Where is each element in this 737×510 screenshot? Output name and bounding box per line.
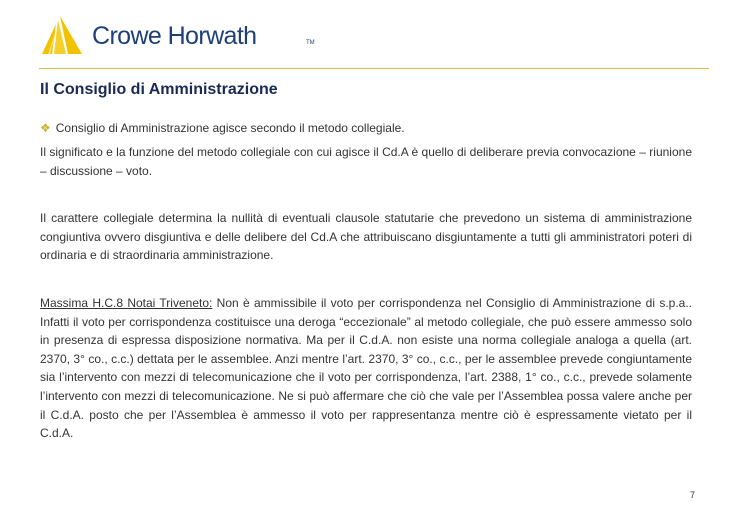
massima-label: Massima H.C.8 Notai Triveneto: [40,296,213,310]
paragraph-massima [40,294,692,443]
bullet-paragraph [40,119,692,138]
page-number: 7 [690,490,696,500]
massima-body: Non è ammissibile il voto per corrispondenza nel Consiglio di Amministrazione di s.p.a.. Infatti il voto per corrispondenza costituisce una deroga “eccezionale” al metodo collegiale, che può essere ammesso solo in presenza di espressa disposizione normativa. Ma per il C.d.A. non esiste una norma collegiale analoga a quella (art. 2370, 3° co., c.c.) dettata per le assemblee. Anzi mentre l’art. 2370, 3° co., c.c., per le assemblee prevede congiuntamente sia l’intervento con mezzi di telecomunicazione che il voto per corrispondenza, l’art. 2388, 1° co., c.c., prevede solamente l’intervento con mezzi di telecomunicazione. Ne si può affermare che ciò che vale per l’Assemblea possa valere anche per il C.d.A. posto che per l’Assemblea è ammesso il voto per rappresentanza mentre ciò è espressamente vietato per il C.d.A. [40,296,692,441]
diamond-bullet-icon: ❖ [40,121,51,135]
paragraph-metodo: Il significato e la funzione del metodo collegiale con cui agisce il Cd.A è quello di deliberare previa convocazione – riunione – discussione – voto. [40,145,692,178]
bullet-text: Consiglio di Amministrazione agisce secondo il metodo collegiale. [55,121,405,135]
crowe-horwath-mark-icon [38,14,88,56]
header-divider [39,68,709,69]
page-title: Il Consiglio di Amministrazione [40,81,278,98]
logo-wordmark: Crowe Horwath [92,22,257,50]
paragraph-carattere: Il carattere collegiale determina la nullità di eventuali clausole statutarie che prevedono un sistema di amministrazione congiuntiva ovvero disgiuntiva e delle delibere del Cd.A che attribuiscano disgiuntamente a tutti gli amministratori poteri di ordinaria e di straordinaria amministrazione. [40,211,692,263]
logo-trademark: TM [306,40,315,46]
